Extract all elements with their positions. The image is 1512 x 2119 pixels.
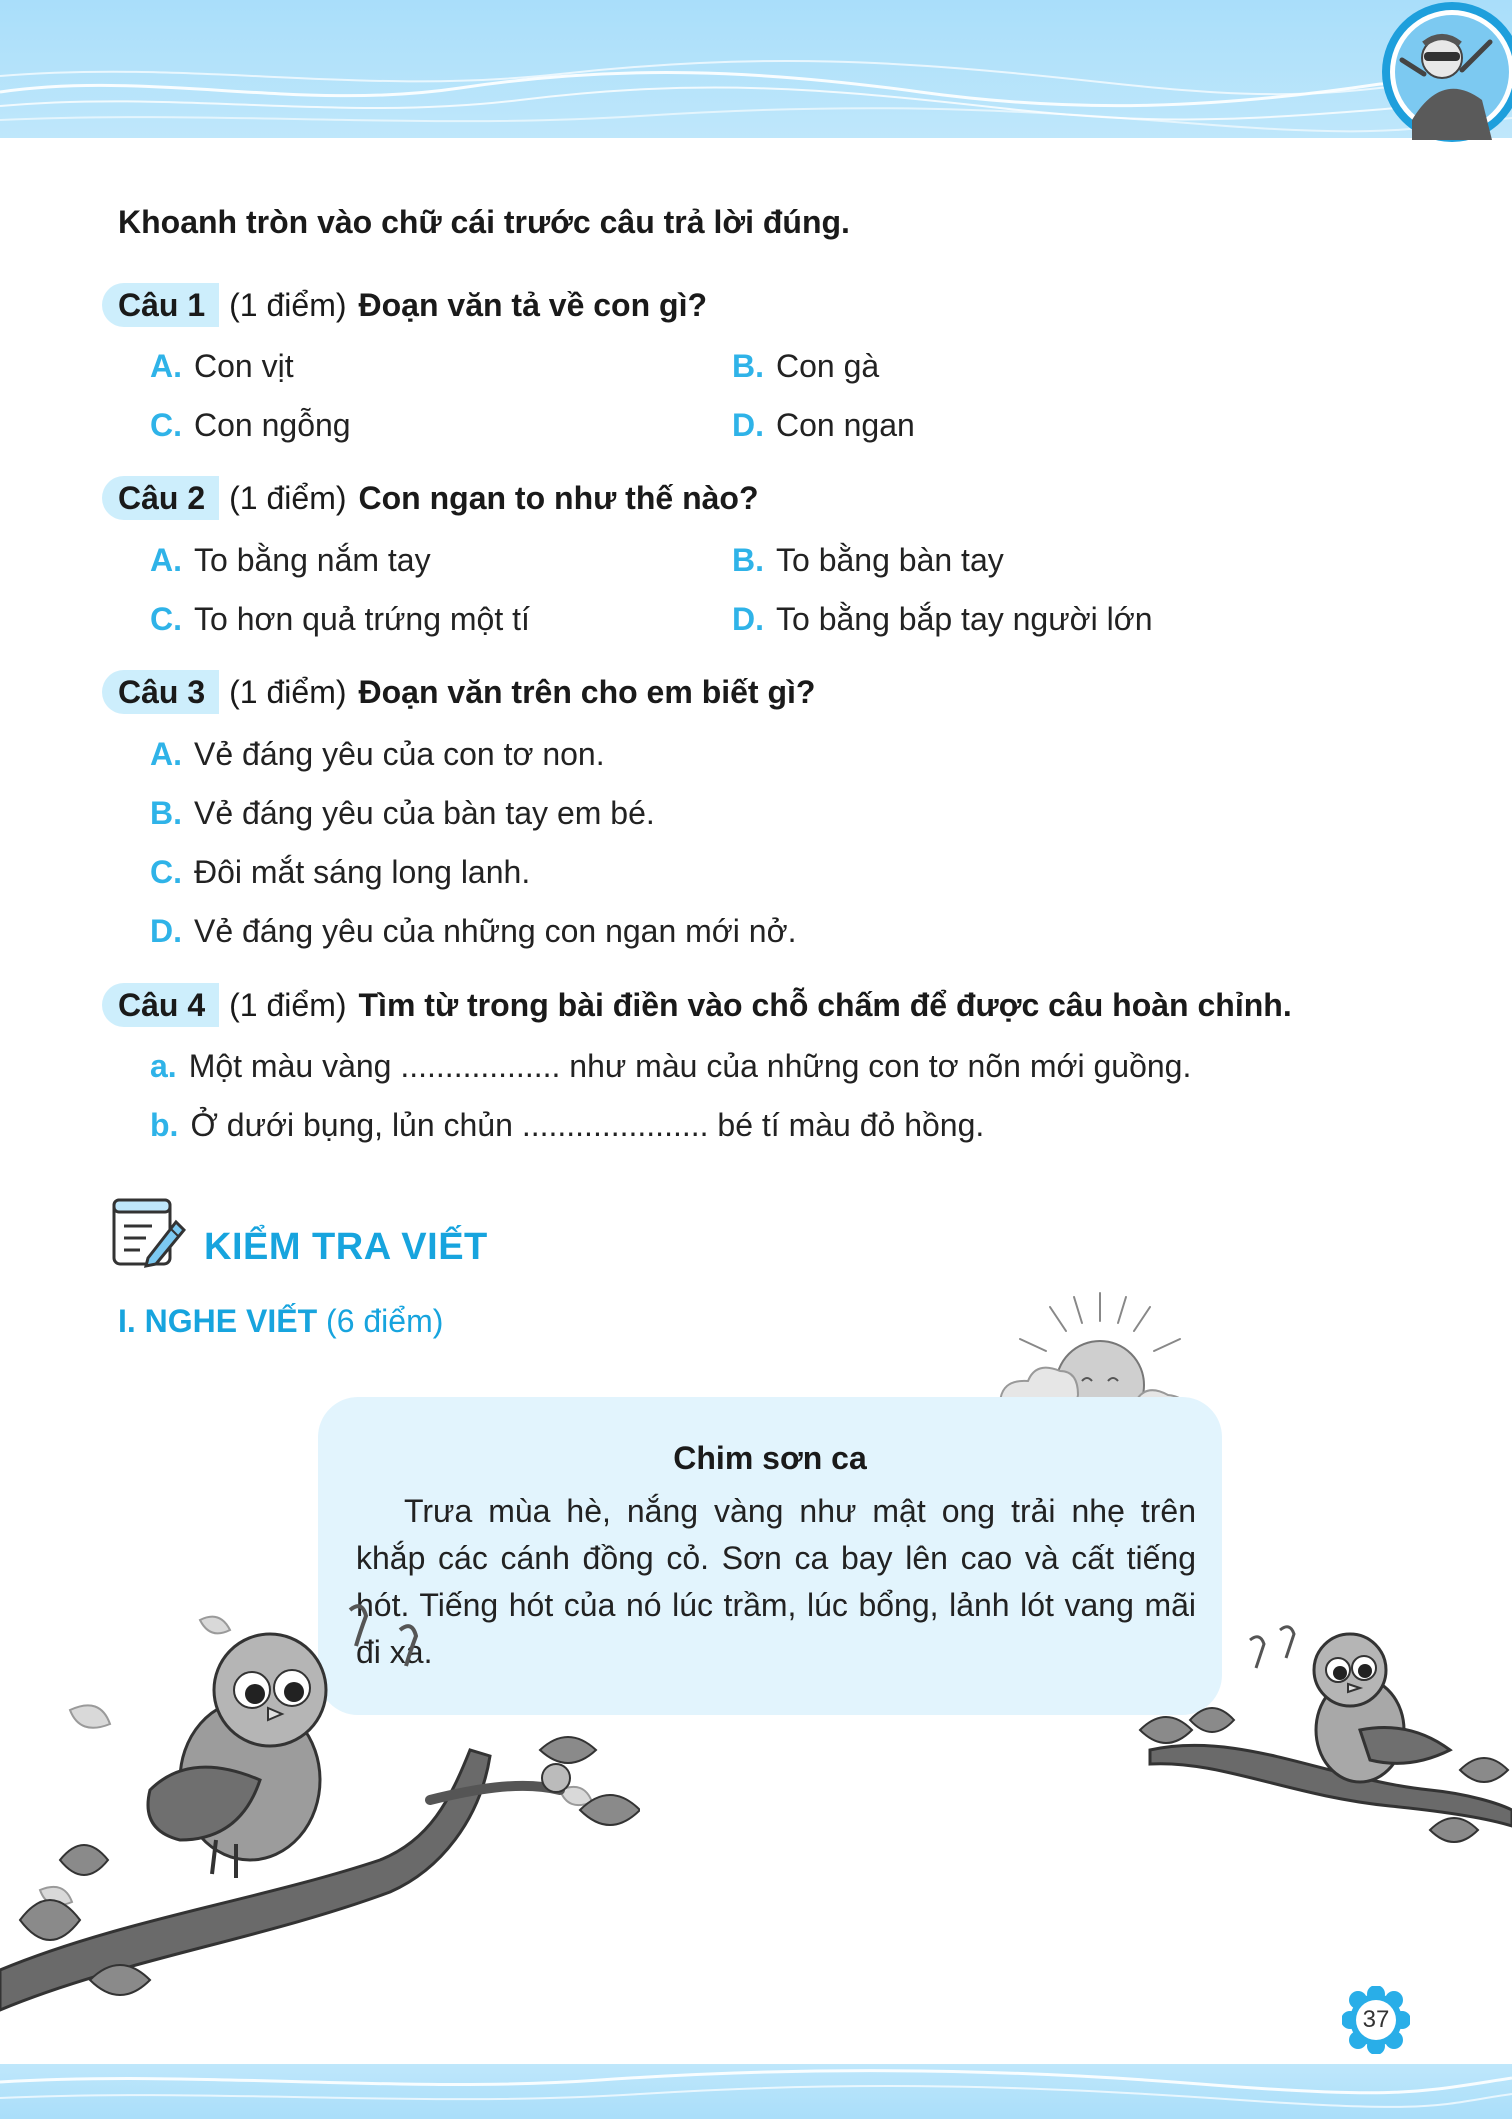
question-text: Con ngan to như thế nào? [358,479,759,516]
option-text: Vẻ đáng yêu của con tơ non. [194,736,605,772]
option-letter: D. [150,913,182,949]
option-text: Con ngan [776,407,915,443]
question-text: Đoạn văn trên cho em biết gì? [358,673,816,710]
question-text: Tìm từ trong bài điền vào chỗ chấm để được câu hoàn chỉnh. [358,986,1292,1023]
question-2 [102,476,759,520]
superhero-avatar-icon [1372,0,1512,150]
option-letter: A. [150,542,182,578]
option-text: Ở dưới bụng, lủn chủn ..................... bé tí màu đỏ hồng. [190,1107,985,1143]
question-3 [102,670,815,714]
question-label: Câu 2 [102,476,219,520]
subsection-title [118,1303,443,1340]
option-text: To bằng bắp tay người lớn [776,601,1153,637]
option-4a[interactable] [150,1048,1191,1085]
option-text: To hơn quả trứng một tí [194,601,530,637]
option-1d[interactable] [732,407,915,444]
option-text: Vẻ đáng yêu của bàn tay em bé. [194,795,655,831]
option-2d[interactable] [732,601,1153,638]
question-text: Đoạn văn tả về con gì? [358,286,708,323]
option-text: Con ngỗng [194,407,351,443]
subsection-label: I. NGHE VIẾT [118,1303,318,1339]
question-4 [102,983,1292,1027]
option-3b[interactable] [150,795,655,832]
option-3a[interactable] [150,736,605,773]
question-label: Câu 4 [102,983,219,1027]
option-text: To bằng bàn tay [776,542,1004,578]
question-1 [102,283,707,327]
option-text: Con gà [776,348,880,384]
top-decorative-band [0,0,1512,138]
option-letter: C. [150,601,182,637]
section-title: KIỂM TRA VIẾT [204,1226,488,1268]
option-letter: D. [732,601,764,637]
option-text: To bằng nắm tay [194,542,431,578]
option-3d[interactable] [150,913,796,950]
option-letter: A. [150,736,182,772]
bottom-decorative-band [0,2064,1512,2119]
option-letter: A. [150,348,182,384]
option-text: Đôi mắt sáng long lanh. [194,854,531,890]
option-2b[interactable] [732,542,1004,579]
question-points: (1 điểm) [229,673,347,710]
passage-text: Trưa mùa hè, nắng vàng như mật ong trải nhẹ trên khắp các cánh đồng cỏ. Sơn ca bay lên cao và cất tiếng hót. Tiếng hót của nó lúc trầm, lúc bổng, lảnh lót vang mãi đi xa. [356,1493,1196,1670]
option-letter: B. [732,348,764,384]
option-1b[interactable] [732,348,879,385]
option-letter: D. [732,407,764,443]
question-label: Câu 1 [102,283,219,327]
option-text: Vẻ đáng yêu của những con ngan mới nở. [194,913,797,949]
question-points: (1 điểm) [229,986,347,1023]
subsection-points: (6 điểm) [326,1303,444,1339]
passage-title: Chim sơn ca [673,1440,867,1476]
option-letter: B. [150,795,182,831]
instruction-text: Khoanh tròn vào chữ cái trước câu trả lời đúng. [118,204,850,240]
option-text: Con vịt [194,348,294,384]
option-4b[interactable] [150,1107,984,1144]
option-letter: a. [150,1048,177,1084]
option-letter: B. [732,542,764,578]
option-letter: C. [150,854,182,890]
page-number: 37 [1362,2006,1390,2033]
question-points: (1 điểm) [229,479,347,516]
option-3c[interactable] [150,854,530,891]
question-label: Câu 3 [102,670,219,714]
bird-on-branch-left-illustration [0,1600,640,2020]
option-letter: C. [150,407,182,443]
option-text: Một màu vàng .................. như màu của những con tơ nõn mới guồng. [188,1048,1192,1084]
bird-on-branch-right-illustration [1130,1620,1512,1850]
page-number-badge [1342,1986,1410,2054]
option-1c[interactable] [150,407,351,444]
option-2a[interactable] [150,542,431,579]
option-2c[interactable] [150,601,530,638]
option-letter: b. [150,1107,179,1143]
option-1a[interactable] [150,348,294,385]
notepad-pencil-icon [110,1192,186,1272]
question-points: (1 điểm) [229,286,347,323]
